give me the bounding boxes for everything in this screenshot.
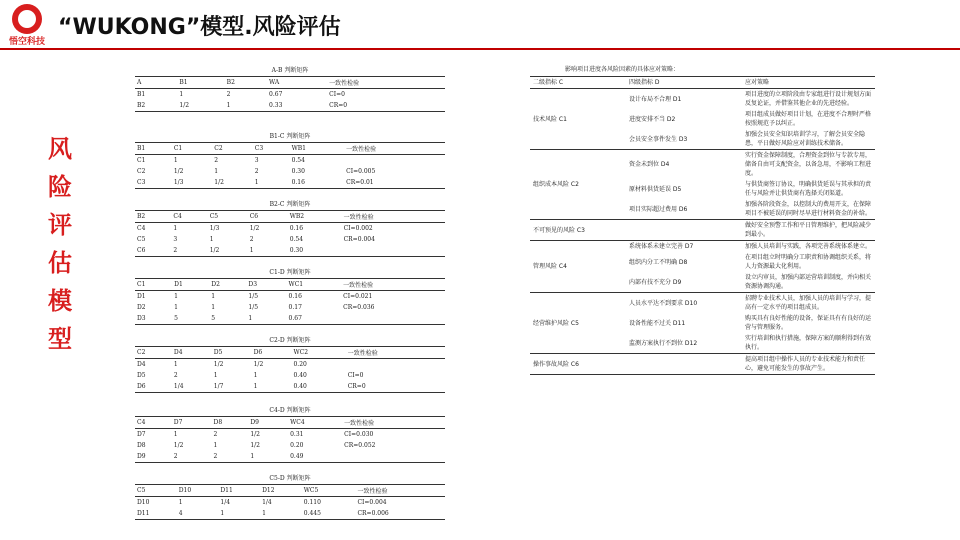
matrix-header-cell: D2 [209,279,246,291]
matrix-header-row [135,77,445,89]
matrix-cell: 0.20 [293,361,307,368]
logo-text: 悟空科技 [8,37,45,47]
risk-category-cell: 技术风险 C1 [530,89,626,150]
matrix-cell: 2 [214,157,219,164]
matrix-cell: D4 [137,361,146,368]
side-title-char: 估 [48,249,72,277]
matrix-cell: C5 [137,236,146,243]
matrix-cell: 0.67 [269,91,283,98]
matrix-row [135,100,445,112]
matrix-cell: 1/5 [248,293,259,300]
matrix-cell: 1/2 [208,245,248,257]
strategy-row [530,150,875,180]
matrix-cell: 0.54 [291,157,305,164]
countermeasure-cell: 加强各阶段资金，以控制大的费用开支，在保障项目不被延误的同时尽早进行材料资金的补给。 [745,201,872,217]
matrix-caption: C2-D 判断矩阵 [269,337,311,344]
logo-mark [12,4,42,34]
matrix-header-cell: C4 [171,211,207,223]
matrix-caption: C1-D 判断矩阵 [269,269,311,276]
matrix-cell: 1 [214,168,219,175]
matrix-cell: 2 [171,245,207,257]
matrix-cell: CR=0 [327,100,445,112]
matrix-row [135,429,445,441]
matrix-cell: 1/3 [172,177,212,189]
matrix-cell: D9 [135,451,172,463]
countermeasure-cell: 招聘专业技术人员，加强人员的培训与学习，提高有一定水平的项目组成员。 [742,293,875,314]
matrix-cell: C1 [137,157,146,164]
judgment-matrix [135,336,445,393]
matrix-header-cell: D6 [252,347,292,359]
matrix-cell: CR=0 [346,381,445,393]
matrix-row [135,508,445,520]
matrix-header-cell: WC4 [288,417,342,429]
matrix-header-row [135,279,445,291]
matrix-header-cell: 一致性检验 [341,279,445,291]
page-title: “WUKONG”模型.风险评估 [58,15,341,40]
side-title-char: 模 [48,287,72,315]
matrix-cell: 0.40 [293,372,307,379]
matrix-row [135,381,445,393]
matrix-cell: 1 [213,442,218,449]
matrix-header-cell: D9 [248,417,288,429]
matrix-cell: D5 [137,372,146,379]
matrix-header-cell: B2 [225,77,267,89]
countermeasure-cell: 加强会员安全知识培训学习，了解会员安全隐患，平日做好风险应对训练技术储备。 [745,131,866,147]
risk-category-cell: 操作事故风险 C6 [530,354,626,375]
side-title-char: 评 [48,211,72,239]
matrix-cell: 2 [226,91,231,98]
matrix-cell: CR=0.036 [343,304,375,311]
judgment-matrix [135,474,445,520]
matrix-cell: 1 [253,177,290,189]
risk-factor-cell [626,354,742,375]
matrix-cell: 1/2 [212,177,252,189]
matrix-table [135,278,445,325]
risk-factor-cell: 原材料供货延误 D5 [629,185,682,193]
countermeasure-cell: 提高项目组中操作人员的专业技术能力和责任心，避免可能发生的事故产生。 [742,354,875,375]
strategy-table [530,76,875,375]
matrix-cell: B2 [135,100,177,112]
matrix-cell: 0.54 [289,236,304,243]
matrix-header-cell: WC5 [302,485,356,497]
matrix-row [135,155,445,167]
matrix-header-cell: WC2 [291,347,345,359]
judgment-matrix [135,132,445,189]
matrix-cell: CI=0 [347,372,364,379]
matrix-cell: 0.67 [287,313,342,325]
matrix-cell: 0.16 [290,177,345,189]
matrix-cell: D2 [137,304,146,311]
matrix-cell: 0.33 [267,100,327,112]
matrix-header-cell: 一致性检验 [355,485,445,497]
side-title-char: 型 [48,325,72,353]
matrix-header-cell: B1 [177,77,224,89]
matrix-cell: 1 [179,91,184,98]
matrix-table [135,484,445,520]
matrix-cell: 1 [209,236,214,243]
judgment-matrix [135,406,445,463]
judgment-matrices-document [135,66,445,532]
matrix-caption: C4-D 判断矩阵 [269,407,311,414]
matrix-row [135,89,445,101]
matrix-header-row [135,143,445,155]
matrix-cell: 0.17 [288,304,302,311]
matrix-header-cell: 一致性检验 [327,77,445,89]
matrix-caption: C5-D 判断矩阵 [269,475,311,482]
risk-factor-cell: 内部有技不充分 D9 [629,278,682,286]
matrix-cell: 1 [246,313,286,325]
matrix-row [135,313,445,325]
risk-factor-cell: 设备性能不过关 D11 [629,319,686,327]
matrix-cell: 2 [172,451,212,463]
matrix-header-cell: B1 [135,143,172,155]
matrix-row [135,302,445,313]
matrix-header-cell: D4 [172,347,212,359]
countermeasure-cell: 做好安全预警工作和平日管理维护，把风险减少到最小。 [742,220,875,241]
matrix-cell: 1 [213,372,218,379]
matrix-header-row [135,211,445,223]
matrix-header-cell: B2 [135,211,171,223]
matrix-cell: 0.16 [289,225,304,232]
matrix-cell: D11 [135,508,177,520]
risk-factor-cell: 监测方案执行不到位 D12 [629,339,698,347]
matrix-header-cell: C5 [135,485,177,497]
matrix-header-row [135,347,445,359]
matrix-cell: 1/4 [172,381,212,393]
strategy-row [530,241,875,253]
matrix-cell: CR=0.006 [355,508,445,520]
countermeasure-cell: 实行资金保障制度，合理资金到位与专款专用，储备自由可支配资金，以备急用，不影响工程进度。 [742,150,875,180]
matrix-cell: 2 [173,372,178,379]
matrix-cell: CI=0.002 [343,225,373,232]
matrix-cell: 3 [173,236,178,243]
strategy-row [530,89,875,110]
matrix-header-row [135,417,445,429]
matrix-cell: B1 [137,91,146,98]
matrix-header-cell: C1 [172,143,212,155]
matrix-row [135,497,445,509]
matrix-cell: 1/2 [250,442,260,449]
matrix-table [135,416,445,463]
risk-factor-cell: 人员水平达不到要求 D10 [626,293,742,314]
matrix-cell: 1 [173,361,178,368]
matrix-cell [342,451,445,463]
risk-factor-cell: 组织内分工不明确 D8 [629,258,688,266]
matrix-table [135,142,445,189]
matrix-cell [344,155,445,167]
matrix-table [135,76,445,112]
matrix-header-cell: D10 [177,485,219,497]
matrix-header-cell: C2 [135,347,172,359]
matrix-cell: 0.40 [291,381,345,393]
risk-category-cell: 不可预见的风险 C3 [530,220,626,241]
matrix-header-cell: A [135,77,177,89]
matrix-row [135,359,445,371]
matrix-header-row [135,485,445,497]
matrix-cell: 0.30 [291,168,305,175]
risk-factor-cell: 进度安排不当 D2 [629,115,676,123]
matrix-header-cell: WB2 [288,211,342,223]
strategy-row [530,354,875,375]
matrix-row [135,234,445,245]
matrix-cell: 1/2 [173,442,184,449]
matrix-cell [346,359,445,371]
matrix-cell: 1/2 [177,100,224,112]
strategy-header-cell: 四级指标 D [626,77,742,89]
matrix-header-cell: C4 [135,417,172,429]
matrix-cell: D3 [135,313,172,325]
judgment-matrix [135,200,445,257]
matrix-cell: 1/7 [212,381,252,393]
matrix-cell: 1/2 [250,431,260,438]
strategy-row [530,293,875,314]
matrix-table [135,346,445,393]
matrix-caption: A-B 判断矩阵 [271,67,309,74]
matrix-header-cell: 一致性检验 [344,143,445,155]
countermeasure-cell: 项目进度的立项阶段由专家组进行设计规划方面反复论证，并借鉴其他企业的先进经验。 [742,89,875,110]
matrix-cell: 0.110 [303,499,321,506]
countermeasure-cell: 实行培训和执行措施，保障方案的顺利得到有效执行。 [745,335,872,351]
strategy-header-cell: 二级指标 C [530,77,626,89]
matrix-header-cell: C6 [248,211,288,223]
matrix-cell: 1/2 [249,225,260,232]
matrix-cell: 1 [218,508,260,520]
countermeasure-cell: 设立内审员，加强内部运营培训制度，并向相关资源协调沟通。 [745,274,872,290]
vertical-side-title [42,130,78,358]
matrix-row [135,451,445,463]
matrix-header-cell: D8 [212,417,249,429]
matrix-cell: 1/5 [248,304,259,311]
matrix-header-cell: C5 [208,211,248,223]
matrix-cell: 1 [211,304,216,311]
strategy-caption: 影响项目进度各风险因素的具体应对策略： [565,66,680,73]
matrix-caption: B2-C 判断矩阵 [269,201,311,208]
risk-factor-cell [626,220,742,241]
matrix-cell: C4 [137,225,146,232]
matrix-cell: 1 [173,431,178,438]
matrix-caption: B1-C 判断矩阵 [269,133,311,140]
matrix-header-cell: 一致性检验 [342,211,445,223]
matrix-header-cell: D3 [246,279,286,291]
matrix-cell: 1 [225,100,267,112]
matrix-cell: 2 [213,431,218,438]
matrix-cell: 2 [254,168,259,175]
strategy-row [530,220,875,241]
matrix-cell: D10 [137,499,150,506]
matrix-header-cell: C1 [135,279,172,291]
matrix-cell: 1 [174,293,178,300]
matrix-row [135,370,445,381]
matrix-cell: 1 [178,499,183,506]
matrix-cell: 1/4 [220,499,231,506]
risk-factor-cell: 系统体系未建立完善 D7 [626,241,742,253]
matrix-cell: 0.30 [288,245,342,257]
matrix-header-cell: D11 [218,485,260,497]
matrix-row [135,223,445,235]
matrix-cell: 1 [248,451,288,463]
risk-category-cell: 管理风险 C4 [530,241,626,293]
matrix-cell: C3 [135,177,172,189]
matrix-header-cell: WC1 [287,279,342,291]
risk-factor-cell: 会员安全事件发生 D3 [629,135,688,143]
matrix-cell [342,245,445,257]
matrix-row [135,291,445,303]
risk-factor-cell: 设计布局不合理 D1 [626,89,742,110]
matrix-cell: 4 [177,508,219,520]
matrix-cell: CI=0 [329,91,345,98]
matrix-cell: 1 [174,304,178,311]
matrix-cell: 1 [248,245,288,257]
countermeasure-cell: 在项目组立时明确分工职责和协调组织关系，将人力资源最大化利用。 [745,254,872,270]
matrix-cell: D1 [137,293,146,300]
matrix-cell [341,313,445,325]
side-title-char: 风 [48,135,72,163]
matrix-cell: CI=0.005 [346,168,376,175]
matrix-cell: D8 [137,442,146,449]
matrix-cell: D7 [137,431,146,438]
matrix-row [135,177,445,189]
matrix-header-cell: C3 [253,143,290,155]
countermeasure-cell: 项目组成员做好项目计划，在进度不合理时严格按照规范予以纠正。 [745,111,872,127]
risk-category-cell: 组织成本风险 C2 [530,150,626,220]
matrix-header-cell: D5 [212,347,252,359]
matrix-row [135,245,445,257]
matrix-cell: 0.20 [290,442,304,449]
matrix-cell: C2 [137,168,146,175]
matrix-cell: 0.445 [302,508,356,520]
risk-category-cell: 经营维护风险 C5 [530,293,626,354]
matrix-row [135,440,445,451]
countermeasure-cell: 购买具有良好性能的设备，保证具有有良好的运营与管理服务。 [745,315,872,331]
matrix-cell: D6 [135,381,172,393]
countermeasure-cell: 与供货商签订协议，明确供货延误与其承担的责任与风险并让供货商有选择关闭渠道。 [745,181,872,197]
matrix-cell: 1 [173,157,178,164]
matrix-header-cell: D12 [260,485,302,497]
matrix-cell: 1/4 [262,499,272,506]
matrix-cell: 5 [209,313,246,325]
header-divider [0,48,960,50]
matrix-cell: 2 [249,236,254,243]
matrix-header-cell: D7 [172,417,212,429]
matrix-cell: 1 [260,508,302,520]
matrix-cell: C6 [135,245,171,257]
matrix-cell: 1/3 [209,225,220,232]
risk-factor-cell: 项目实际超过费用 D6 [629,205,688,213]
side-title-char: 险 [48,173,72,201]
matrix-cell: CR=0.004 [343,236,375,243]
matrix-header-cell: C2 [212,143,252,155]
risk-factor-cell: 资金未到位 D4 [626,150,742,180]
matrix-cell: CI=0.030 [344,431,374,438]
strategy-header-row [530,77,875,89]
matrix-cell: 5 [172,313,209,325]
matrix-cell: 1 [253,372,258,379]
matrix-cell: 1 [173,225,178,232]
slide-header [0,0,960,50]
company-logo [6,4,48,46]
matrix-cell: 1 [252,381,292,393]
matrix-cell: 2 [212,451,249,463]
matrix-cell: 1/2 [213,361,224,368]
matrix-header-cell: WB1 [290,143,345,155]
matrix-cell: 0.16 [288,293,302,300]
judgment-matrix [135,66,445,112]
matrix-cell: CI=0.004 [357,499,387,506]
matrix-header-cell: 一致性检验 [346,347,445,359]
matrix-cell: 1 [211,293,216,300]
matrix-cell: 1/2 [173,168,184,175]
matrix-cell: 0.31 [290,431,304,438]
judgment-matrix [135,268,445,325]
risk-strategy-document [530,64,875,530]
strategy-header-cell: 应对策略 [742,77,875,89]
matrix-cell: 3 [254,157,259,164]
matrix-cell: 0.49 [288,451,342,463]
matrix-table [135,210,445,257]
matrix-cell: CR=0.01 [344,177,445,189]
matrix-row [135,166,445,177]
matrix-cell: 1/2 [253,361,264,368]
matrix-cell: CR=0.052 [344,442,376,449]
matrix-cell: CI=0.021 [343,293,373,300]
matrix-header-cell: 一致性检验 [342,417,445,429]
matrix-header-cell: D1 [172,279,209,291]
matrix-header-cell: WA [267,77,327,89]
countermeasure-cell: 加强人员培训与实践，各项完善系统体系建立。 [742,241,875,253]
